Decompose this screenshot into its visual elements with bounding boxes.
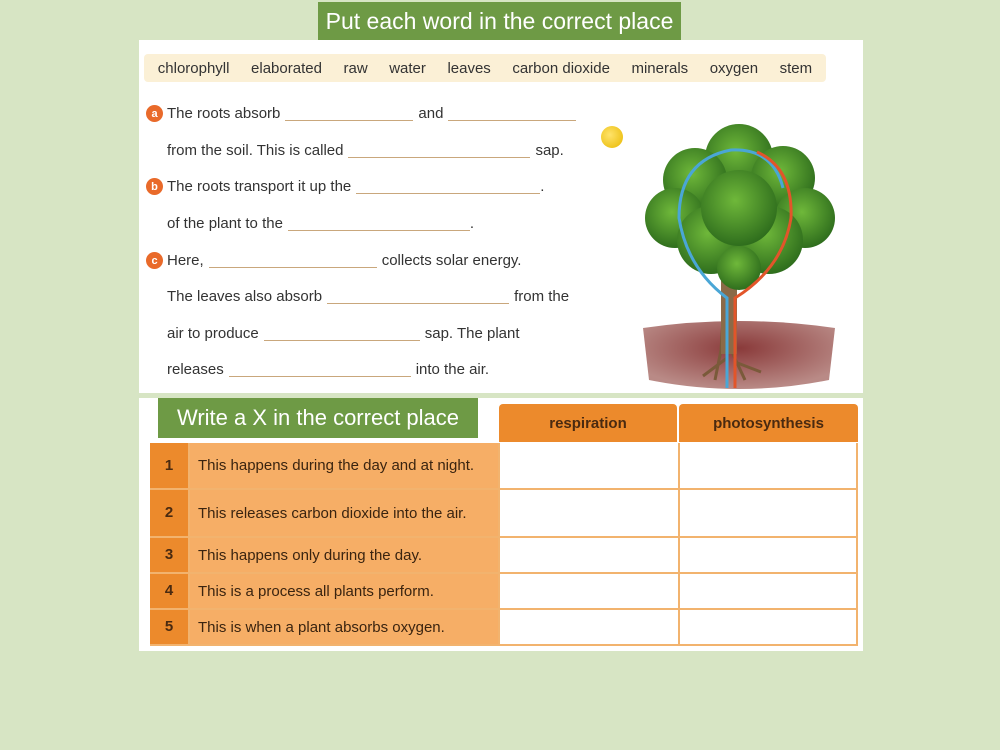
text: into the air. bbox=[415, 361, 490, 378]
text: sap. The plant bbox=[424, 325, 520, 342]
text: and bbox=[418, 105, 444, 122]
text: Here, bbox=[167, 252, 204, 269]
blank-drop-zone[interactable] bbox=[209, 254, 377, 268]
sentence-c3 bbox=[167, 325, 520, 342]
sun-icon bbox=[601, 126, 623, 148]
badge-b: b bbox=[146, 178, 163, 195]
word-chip[interactable]: oxygen bbox=[709, 59, 759, 77]
row-statement: This is a process all plants perform. bbox=[188, 574, 498, 608]
word-chip[interactable]: raw bbox=[343, 59, 368, 77]
text: The leaves also absorb bbox=[167, 288, 323, 305]
answer-cell-photosynthesis[interactable] bbox=[678, 574, 858, 608]
answer-cell-photosynthesis[interactable] bbox=[678, 443, 858, 488]
sentence-b2 bbox=[167, 215, 474, 232]
answer-cell-respiration[interactable] bbox=[498, 574, 678, 608]
text: The roots transport it up the bbox=[167, 178, 352, 195]
answer-table bbox=[150, 443, 858, 646]
sentence-a2 bbox=[167, 142, 564, 159]
column-header-respiration: respiration bbox=[499, 404, 677, 442]
sentence-c2 bbox=[167, 288, 569, 305]
text: from the soil. This is called bbox=[167, 142, 344, 159]
answer-cell-photosynthesis[interactable] bbox=[678, 490, 858, 536]
page-title: Put each word in the correct place bbox=[318, 2, 681, 40]
blank-drop-zone[interactable] bbox=[264, 327, 420, 341]
answer-cell-photosynthesis[interactable] bbox=[678, 538, 858, 572]
blank-drop-zone[interactable] bbox=[285, 107, 413, 121]
sentence-a1 bbox=[146, 105, 581, 122]
badge-a: a bbox=[146, 105, 163, 122]
row-number: 4 bbox=[150, 574, 188, 608]
fill-in-panel bbox=[139, 40, 863, 393]
answer-cell-respiration[interactable] bbox=[498, 490, 678, 536]
blank-drop-zone[interactable] bbox=[448, 107, 576, 121]
table-row bbox=[150, 443, 858, 490]
blank-drop-zone[interactable] bbox=[327, 290, 509, 304]
text: of the plant to the bbox=[167, 215, 283, 232]
word-chip[interactable]: elaborated bbox=[251, 59, 322, 77]
word-chip[interactable]: stem bbox=[779, 59, 813, 77]
text: air to produce bbox=[167, 325, 259, 342]
text: . bbox=[469, 215, 475, 232]
answer-cell-respiration[interactable] bbox=[498, 610, 678, 644]
row-statement: This happens only during the day. bbox=[188, 538, 498, 572]
row-statement: This is when a plant absorbs oxygen. bbox=[188, 610, 498, 644]
text: collects solar energy. bbox=[381, 252, 522, 269]
table-title: Write a X in the correct place bbox=[158, 398, 478, 438]
word-chip[interactable]: water bbox=[389, 59, 426, 77]
blank-drop-zone[interactable] bbox=[348, 144, 530, 158]
sentence-c1 bbox=[146, 252, 521, 269]
row-number: 5 bbox=[150, 610, 188, 644]
text: releases bbox=[167, 361, 224, 378]
word-chip[interactable]: leaves bbox=[447, 59, 491, 77]
table-row bbox=[150, 574, 858, 610]
sentence-b1 bbox=[146, 178, 544, 195]
table-row bbox=[150, 538, 858, 574]
word-chip[interactable]: carbon dioxide bbox=[512, 59, 610, 77]
row-statement: This releases carbon dioxide into the air. bbox=[188, 490, 498, 536]
sentence-c4 bbox=[167, 361, 489, 378]
row-number: 3 bbox=[150, 538, 188, 572]
word-chip[interactable]: chlorophyll bbox=[157, 59, 230, 77]
blank-drop-zone[interactable] bbox=[229, 363, 411, 377]
column-header-photosynthesis: photosynthesis bbox=[679, 404, 858, 442]
table-row bbox=[150, 490, 858, 538]
word-bank bbox=[144, 54, 826, 82]
text: The roots absorb bbox=[167, 105, 281, 122]
answer-cell-photosynthesis[interactable] bbox=[678, 610, 858, 644]
answer-cell-respiration[interactable] bbox=[498, 538, 678, 572]
word-chip[interactable]: minerals bbox=[631, 59, 689, 77]
text: from the bbox=[514, 288, 570, 305]
text: sap. bbox=[535, 142, 564, 159]
tree-illustration bbox=[623, 118, 855, 392]
row-statement: This happens during the day and at night. bbox=[188, 443, 498, 488]
badge-c: c bbox=[146, 252, 163, 269]
text: . bbox=[540, 178, 545, 195]
row-number: 1 bbox=[150, 443, 188, 488]
blank-drop-zone[interactable] bbox=[356, 180, 540, 194]
answer-cell-respiration[interactable] bbox=[498, 443, 678, 488]
row-number: 2 bbox=[150, 490, 188, 536]
blank-drop-zone[interactable] bbox=[288, 217, 470, 231]
table-row bbox=[150, 610, 858, 646]
